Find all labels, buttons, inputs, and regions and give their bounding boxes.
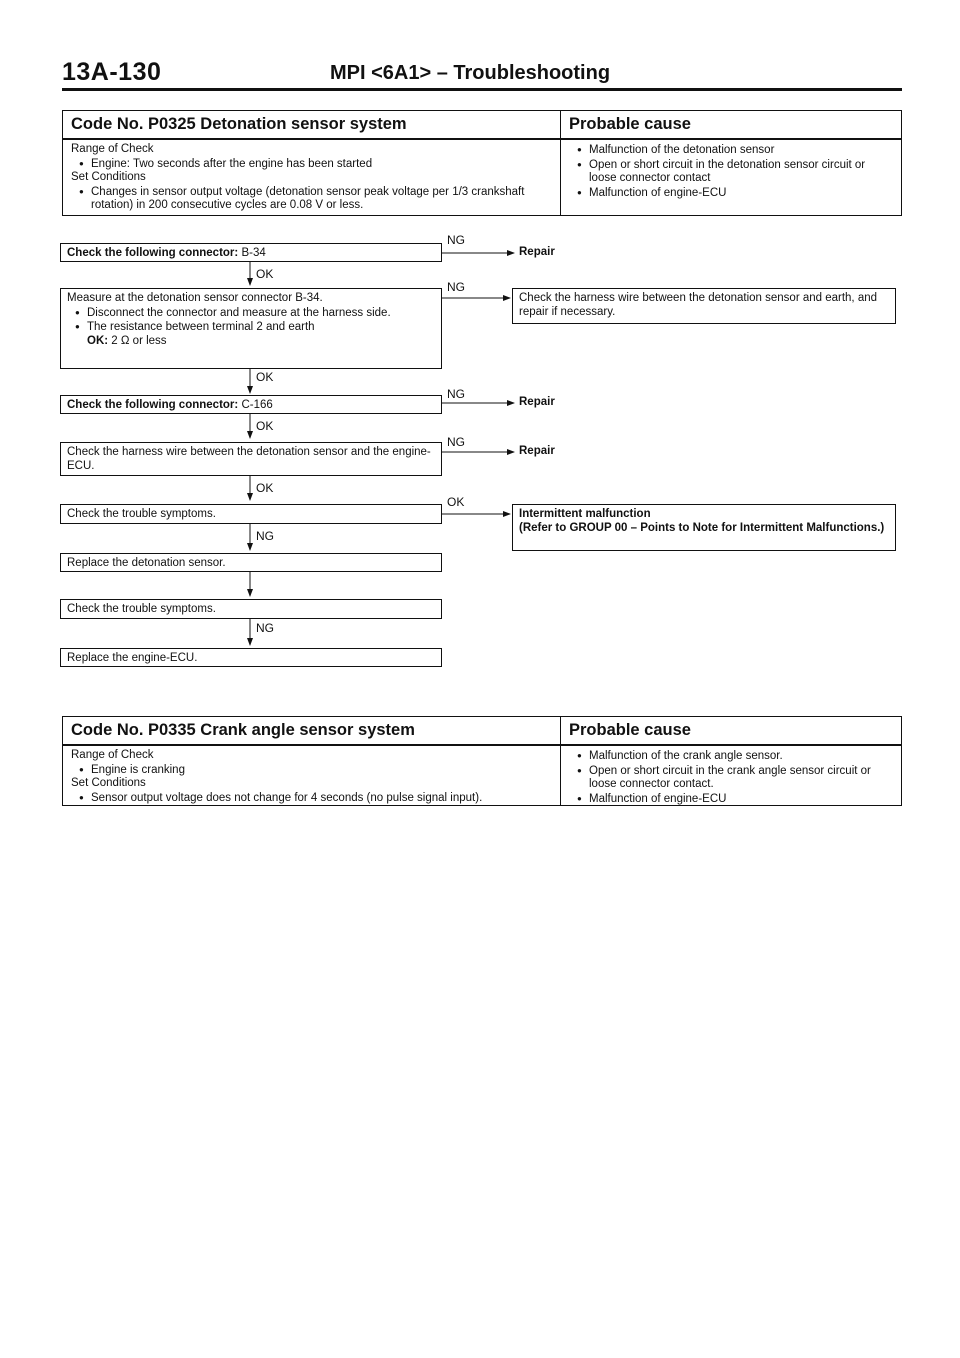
p0335-causes <box>569 749 893 806</box>
step2-ok-label: OK: <box>87 334 109 347</box>
step5-result-box <box>512 504 896 551</box>
p0335-cause-item: ● Malfunction of the crank angle sensor. <box>569 749 893 764</box>
step3-label: Check the following connector: <box>67 399 239 411</box>
step5-ok-label: OK <box>447 495 465 509</box>
step1-label: Check the following connector: <box>67 247 239 259</box>
step1-ok-label: OK <box>256 267 274 281</box>
p0335-set-label: Set Conditions <box>71 777 146 789</box>
page-number: 13A-130 <box>62 58 162 86</box>
step2-bullet: ● Disconnect the connector and measure at the harness side. <box>67 306 435 321</box>
step2-ng-label: NG <box>447 280 465 294</box>
step7-ng-label: NG <box>256 621 274 635</box>
step5-text: Check the trouble symptoms. <box>67 508 216 520</box>
flow-step-check-trouble-symptoms-2 <box>60 599 442 619</box>
step2-ok-criterion <box>67 335 435 349</box>
step3-connector: C-166 <box>241 399 273 411</box>
p0325-range-item: ● Engine: Two seconds after the engine has been started <box>71 157 552 172</box>
flow-step-check-trouble-symptoms <box>60 504 442 524</box>
step4-ng-label: NG <box>447 435 465 449</box>
step2-result-text: Check the harness wire between the detonation sensor and earth, and repair if necessary. <box>519 292 878 318</box>
p0335-set-item: ● Sensor output voltage does not change for 4 seconds (no pulse signal input). <box>71 791 552 806</box>
p0325-set-label: Set Conditions <box>71 171 146 183</box>
p0335-condition-column <box>63 717 561 805</box>
step5-ng-label: NG <box>256 529 274 543</box>
flow-step-measure-b34 <box>60 288 442 369</box>
step5-result-title: Intermittent malfunction <box>519 508 651 520</box>
p0325-title: Code No. P0325 Detonation sensor system <box>71 115 407 133</box>
p0325-cause-item: ● Malfunction of the detonation sensor <box>569 143 893 158</box>
p0325-range-label: Range of Check <box>71 143 154 155</box>
flow-step-check-harness-ecu <box>60 442 442 476</box>
step1-connector: B-34 <box>241 247 266 259</box>
step2-ok-label-arrow: OK <box>256 370 274 384</box>
step2-line: Measure at the detonation sensor connector B-34. <box>67 292 323 304</box>
step4-text: Check the harness wire between the detonation sensor and the engine-ECU. <box>67 446 431 472</box>
step3-ng-label: NG <box>447 387 465 401</box>
step2-result-box <box>512 288 896 324</box>
step4-ok-label: OK <box>256 481 274 495</box>
p0335-cause-item: ● Open or short circuit in the crank angle sensor circuit or loose connector contact. <box>569 764 893 792</box>
flow-step-check-connector-b34 <box>60 243 442 262</box>
p0335-conditions <box>71 749 552 805</box>
p0335-range-item: ● Engine is cranking <box>71 763 552 778</box>
p0335-title: Code No. P0335 Crank angle sensor system <box>71 721 415 739</box>
step5-result-body: (Refer to GROUP 00 – Points to Note for Intermittent Malfunctions.) <box>519 521 885 534</box>
p0325-set-item: ● Changes in sensor output voltage (detonation sensor peak voltage per 1/3 crankshaft rotation) in 200 consecutive cycles are 0.08 V or less. <box>71 185 552 213</box>
step2-bullet: ● The resistance between terminal 2 and earth <box>67 320 435 335</box>
step7-text: Check the trouble symptoms. <box>67 603 216 615</box>
p0335-cause-divider <box>561 744 901 746</box>
step1-result-repair: Repair <box>519 246 555 258</box>
flow-step-replace-detonation-sensor <box>60 553 442 572</box>
p0335-cause-item: ● Malfunction of engine-ECU <box>569 792 893 807</box>
p0335-cause-column <box>561 717 901 805</box>
p0335-header-divider <box>63 744 560 746</box>
step3-result-repair: Repair <box>519 396 555 408</box>
step1-ng-label: NG <box>447 233 465 247</box>
page-title: MPI <6A1> – Troubleshooting <box>330 62 611 84</box>
p0335-range-label: Range of Check <box>71 749 154 761</box>
step3-ok-label: OK <box>256 419 274 433</box>
p0335-code-table <box>62 716 902 806</box>
flow-step-replace-engine-ecu <box>60 648 442 667</box>
p0325-cause-item: ● Open or short circuit in the detonation sensor circuit or loose connector contact <box>569 158 893 186</box>
step6-text: Replace the detonation sensor. <box>67 557 226 569</box>
step4-result-repair: Repair <box>519 445 555 457</box>
p0335-cause-title: Probable cause <box>569 721 691 739</box>
step8-text: Replace the engine-ECU. <box>67 652 198 664</box>
p0325-cause-item: ● Malfunction of engine-ECU <box>569 186 893 201</box>
p0325-cause-title: Probable cause <box>569 115 691 133</box>
step2-ok-value: 2 Ω or less <box>111 334 167 347</box>
flow-step-check-connector-c166 <box>60 395 442 414</box>
